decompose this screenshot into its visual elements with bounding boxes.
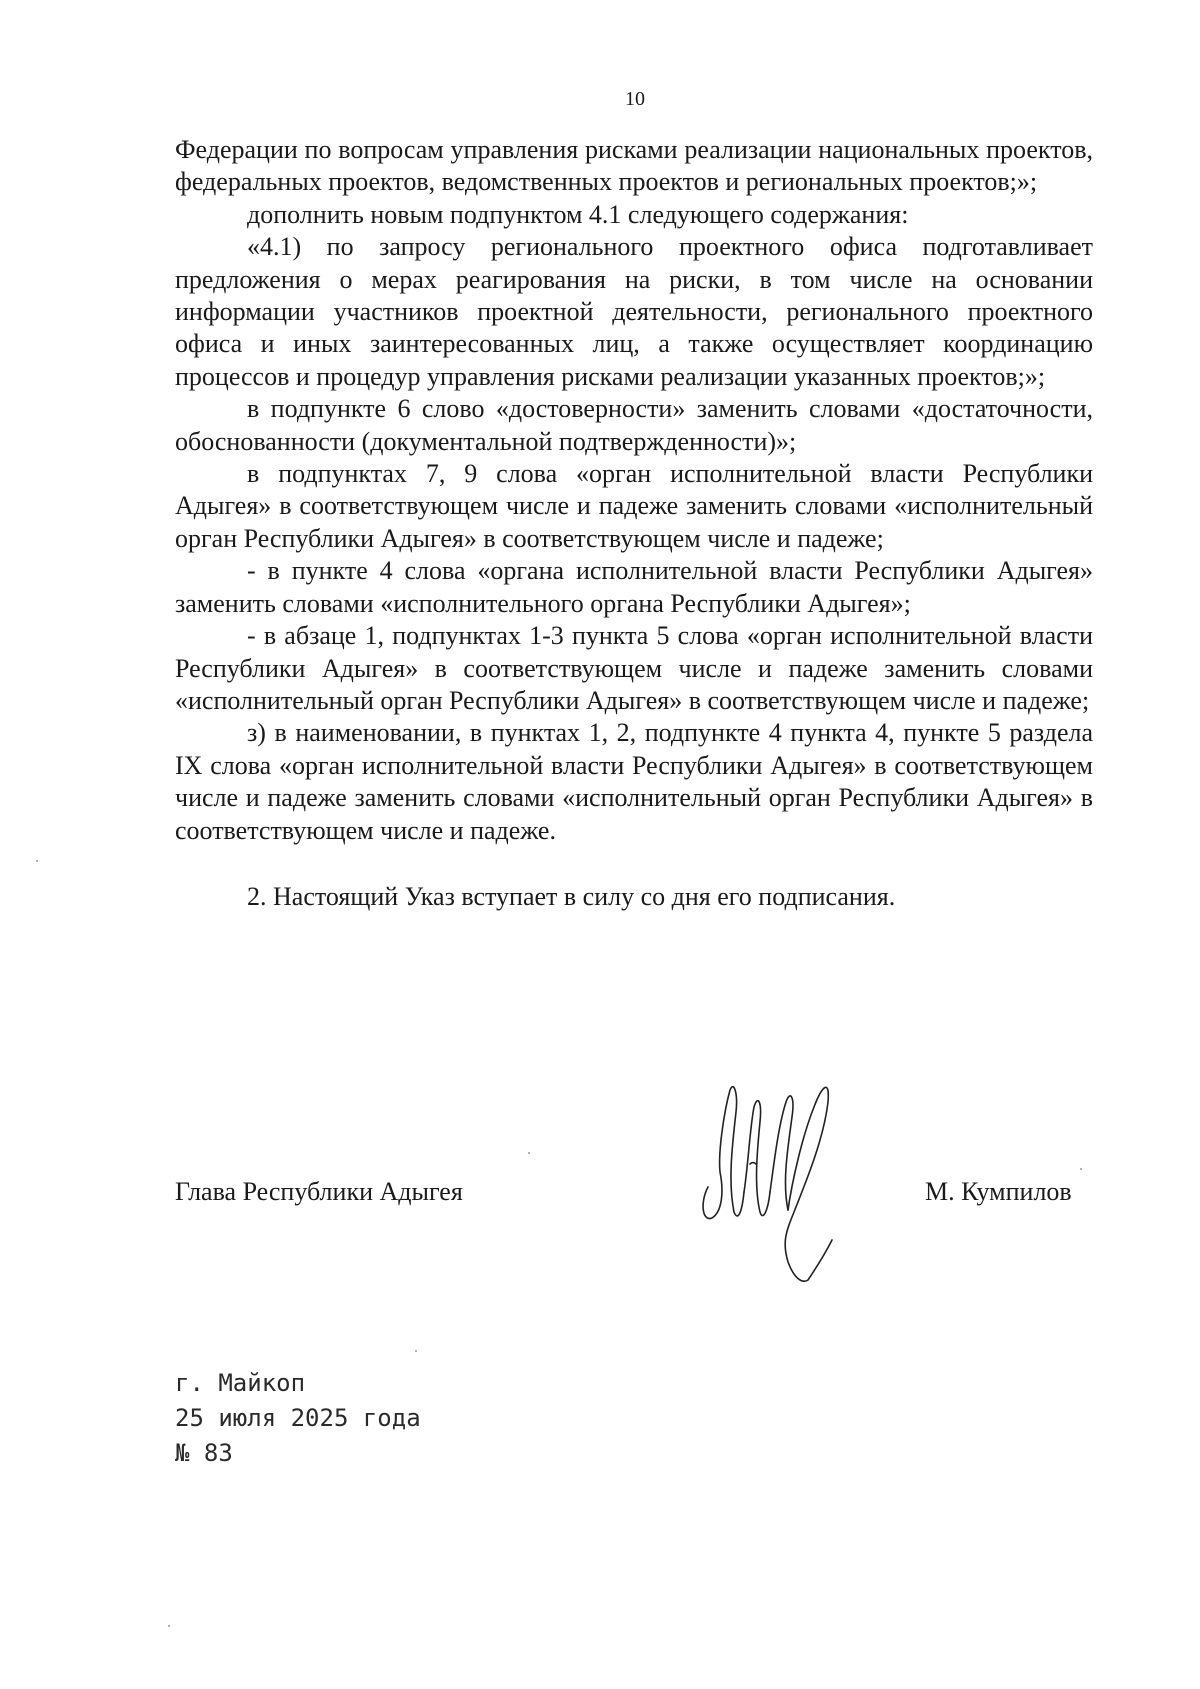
paragraph-subitem-6: в подпункте 6 слово «достоверности» заменить словами «достаточности, обоснованности (документальной подтвержденности)»; (175, 394, 1093, 456)
issue-number: № 83 (175, 1439, 233, 1467)
paragraph-item-4: - в пункте 4 слова «органа исполнительной власти Республики Адыгея» заменить словами «исполнительного органа Республики Адыгея»; (175, 556, 1093, 618)
issue-city: г. Майкоп (175, 1369, 306, 1397)
paragraph-item-5: - в абзаце 1, подпунктах 1-3 пункта 5 слова «орган исполнительной власти Республики Адыгея» в соответствующем числе и падеже заменить словами «исполнительный орган Республики Адыгея» в соответствующем числе и падеже; (175, 621, 1093, 715)
scan-speck (528, 1152, 530, 1154)
scan-speck (1080, 1168, 1082, 1170)
issue-date: 25 июля 2025 года (175, 1404, 421, 1432)
signatory-name: М. Кумпилов (925, 1177, 1072, 1206)
signatory-position: Глава Республики Адыгея (175, 1177, 463, 1206)
document-body (175, 134, 1093, 913)
handwritten-signature (690, 1072, 870, 1312)
paragraph-amendment-intro: дополнить новым подпунктом 4.1 следующего содержания: (247, 199, 909, 229)
page-number: 10 (625, 88, 645, 110)
scan-speck (415, 1350, 417, 1352)
paragraph-subitems-7-9: в подпунктах 7, 9 слова «орган исполнительной власти Республики Адыгея» в соответствующем числе и падеже заменить словами «исполнительный орган Республики Адыгея» в соответствующем числе и падеже; (175, 459, 1093, 553)
paragraph-subitem-4-1: «4.1) по запросу регионального проектного офиса подготавливает предложения о мерах реагирования на риски, в том числе на основании информации участников проектной деятельности, регионального проектного офиса и иных заинтересованных лиц, а также осуществляет координацию процессов и процедур управления рисками реализации указанных проектов;»; (175, 232, 1093, 391)
issue-details (175, 1366, 421, 1471)
paragraph-effective-date: 2. Настоящий Указ вступает в силу со дня его подписания. (247, 881, 896, 911)
scan-speck (36, 860, 38, 862)
paragraph-section-ix: з) в наименовании, в пунктах 1, 2, подпункте 4 пункта 4, пункте 5 раздела IX слова «орган исполнительной власти Республики Адыгея» в соответствующем числе и падеже заменить словами «исполнительный орган Республики Адыгея» в соответствующем числе и падеже. (175, 718, 1093, 845)
paragraph-continuation: Федерации по вопросам управления рисками реализации национальных проектов, федеральных проектов, ведомственных проектов и региональных проектов;»; (175, 135, 1093, 197)
scan-speck (168, 1625, 170, 1627)
